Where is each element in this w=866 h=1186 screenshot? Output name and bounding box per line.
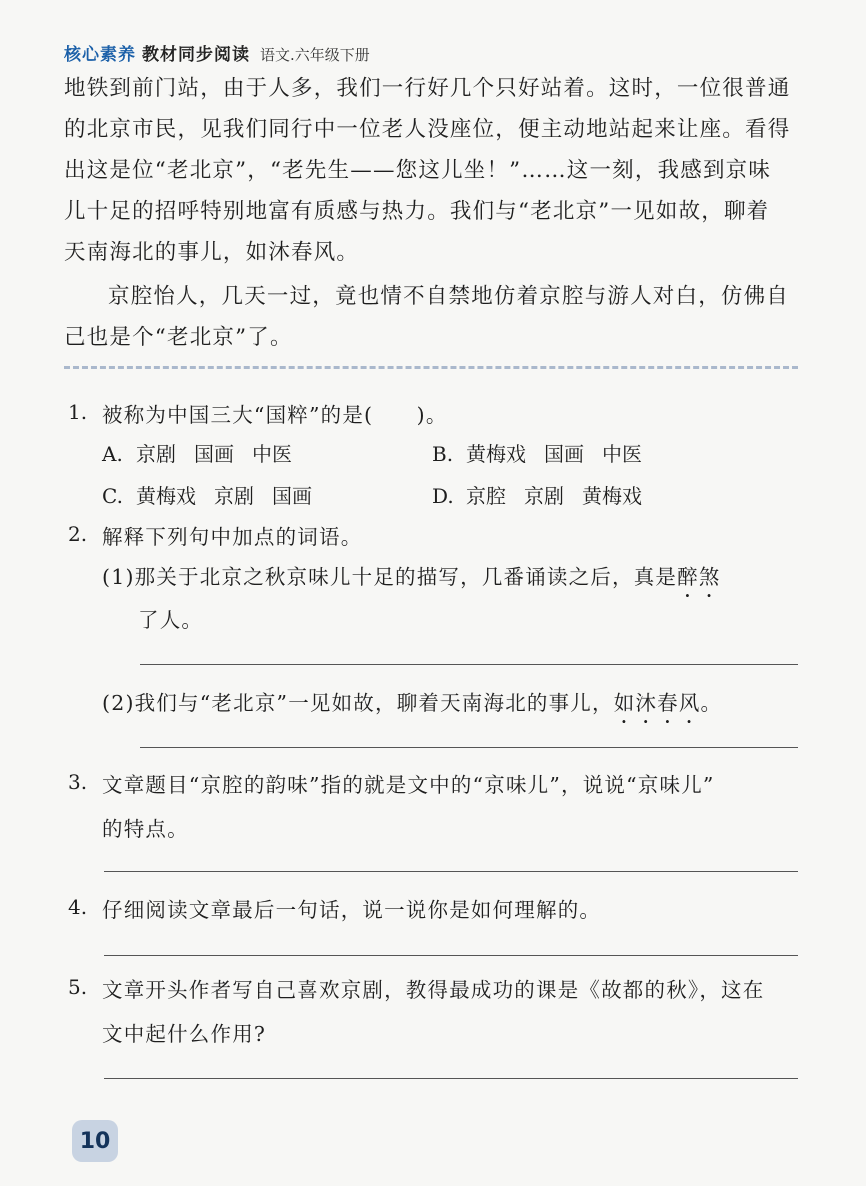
question-4-text: 仔细阅读文章最后一句话，说一说你是如何理解的。 (102, 898, 602, 922)
question-2-text: 解释下列句中加点的词语。 (102, 525, 363, 549)
option-word: 黄梅戏 (136, 484, 196, 508)
header-brand: 核心素养 (64, 45, 136, 65)
sub-2-text: (2)我们与“老北京”一见如故，聊着天南海北的事儿， (102, 691, 614, 715)
question-1-number: 1. (68, 400, 88, 424)
option-c[interactable] (102, 480, 330, 509)
passage-line: 出这是位“老北京”，“老先生——您这儿坐！”……这一刻，我感到京味 (64, 158, 772, 183)
dotted-char: 风 · (678, 691, 701, 731)
sub-2-suffix: 。 (700, 691, 723, 715)
dotted-char: 如 · (613, 691, 636, 731)
answer-line-2-1[interactable] (140, 664, 798, 665)
question-2-sub-1 (102, 560, 721, 605)
section-divider (64, 366, 798, 370)
answer-line-3[interactable] (104, 871, 798, 872)
question-1-text: 被称为中国三大“国粹”的是( )。 (102, 403, 448, 427)
option-word: 黄梅戏 (466, 442, 526, 466)
option-word: 中医 (602, 442, 642, 466)
answer-line-2-2[interactable] (140, 747, 798, 748)
option-a[interactable] (102, 438, 310, 467)
dotted-char: 春 · (657, 691, 679, 731)
option-word: 京剧 (214, 484, 254, 508)
question-3-number: 3. (68, 770, 88, 794)
option-b[interactable] (432, 438, 660, 467)
answer-line-5[interactable] (104, 1078, 798, 1079)
dotted-char: 煞 · (698, 565, 721, 605)
question-2-sub-2 (102, 686, 723, 731)
option-word: 国画 (194, 442, 234, 466)
option-a-letter: A. (102, 442, 123, 466)
question-5-line-1: 文章开头作者写自己喜欢京剧，教得最成功的课是《故都的秋》，这在 (102, 978, 765, 1002)
question-2-sub-1-cont: 了人。 (138, 608, 204, 632)
option-d-letter: D. (432, 484, 454, 508)
passage-paragraph-1 (64, 68, 804, 273)
question-3-line-1: 文章题目“京腔的韵味”指的就是文中的“京味儿”，说说“京味儿” (102, 773, 715, 797)
option-word: 京腔 (466, 484, 506, 508)
question-5-line-2: 文中起什么作用? (102, 1022, 267, 1046)
question-2-number: 2. (68, 522, 88, 546)
option-b-letter: B. (432, 442, 454, 466)
passage-line: 天南海北的事儿，如沐春风。 (64, 240, 360, 265)
page-number: 10 (72, 1120, 118, 1162)
dotted-char: 醉 · (677, 565, 699, 605)
passage-line: 的北京市民，见我们同行中一位老人没座位，便主动地站起来让座。看得 (64, 117, 791, 142)
option-c-letter: C. (102, 484, 123, 508)
passage-line: 地铁到前门站，由于人多，我们一行好几个只好站着。这时，一位很普通 (64, 76, 791, 101)
option-word: 中医 (252, 442, 292, 466)
option-word: 黄梅戏 (582, 484, 642, 508)
option-word: 京剧 (524, 484, 564, 508)
passage-paragraph-2 (64, 276, 804, 358)
passage-line: 京腔怡人，几天一过，竟也情不自禁地仿着京腔与游人对白，仿佛自 (108, 284, 790, 309)
option-word: 国画 (272, 484, 312, 508)
header-grade: 语文.六年级下册 (260, 46, 370, 64)
page-header (64, 40, 370, 66)
question-4-number: 4. (68, 895, 88, 919)
passage-line: 己也是个“老北京”了。 (64, 325, 293, 350)
question-3-line-2: 的特点。 (102, 817, 189, 841)
sub-1-text: (1)那关于北京之秋京味儿十足的描写，几番诵读之后，真是 (102, 565, 678, 589)
header-series: 教材同步阅读 (142, 45, 250, 65)
answer-line-4[interactable] (104, 955, 798, 956)
option-word: 京剧 (136, 442, 176, 466)
dotted-char: 沐 · (635, 691, 658, 731)
passage-line: 儿十足的招呼特别地富有质感与热力。我们与“老北京”一见如故，聊着 (64, 199, 770, 224)
question-5-number: 5. (68, 975, 88, 999)
option-word: 国画 (544, 442, 584, 466)
option-d[interactable] (432, 480, 660, 509)
